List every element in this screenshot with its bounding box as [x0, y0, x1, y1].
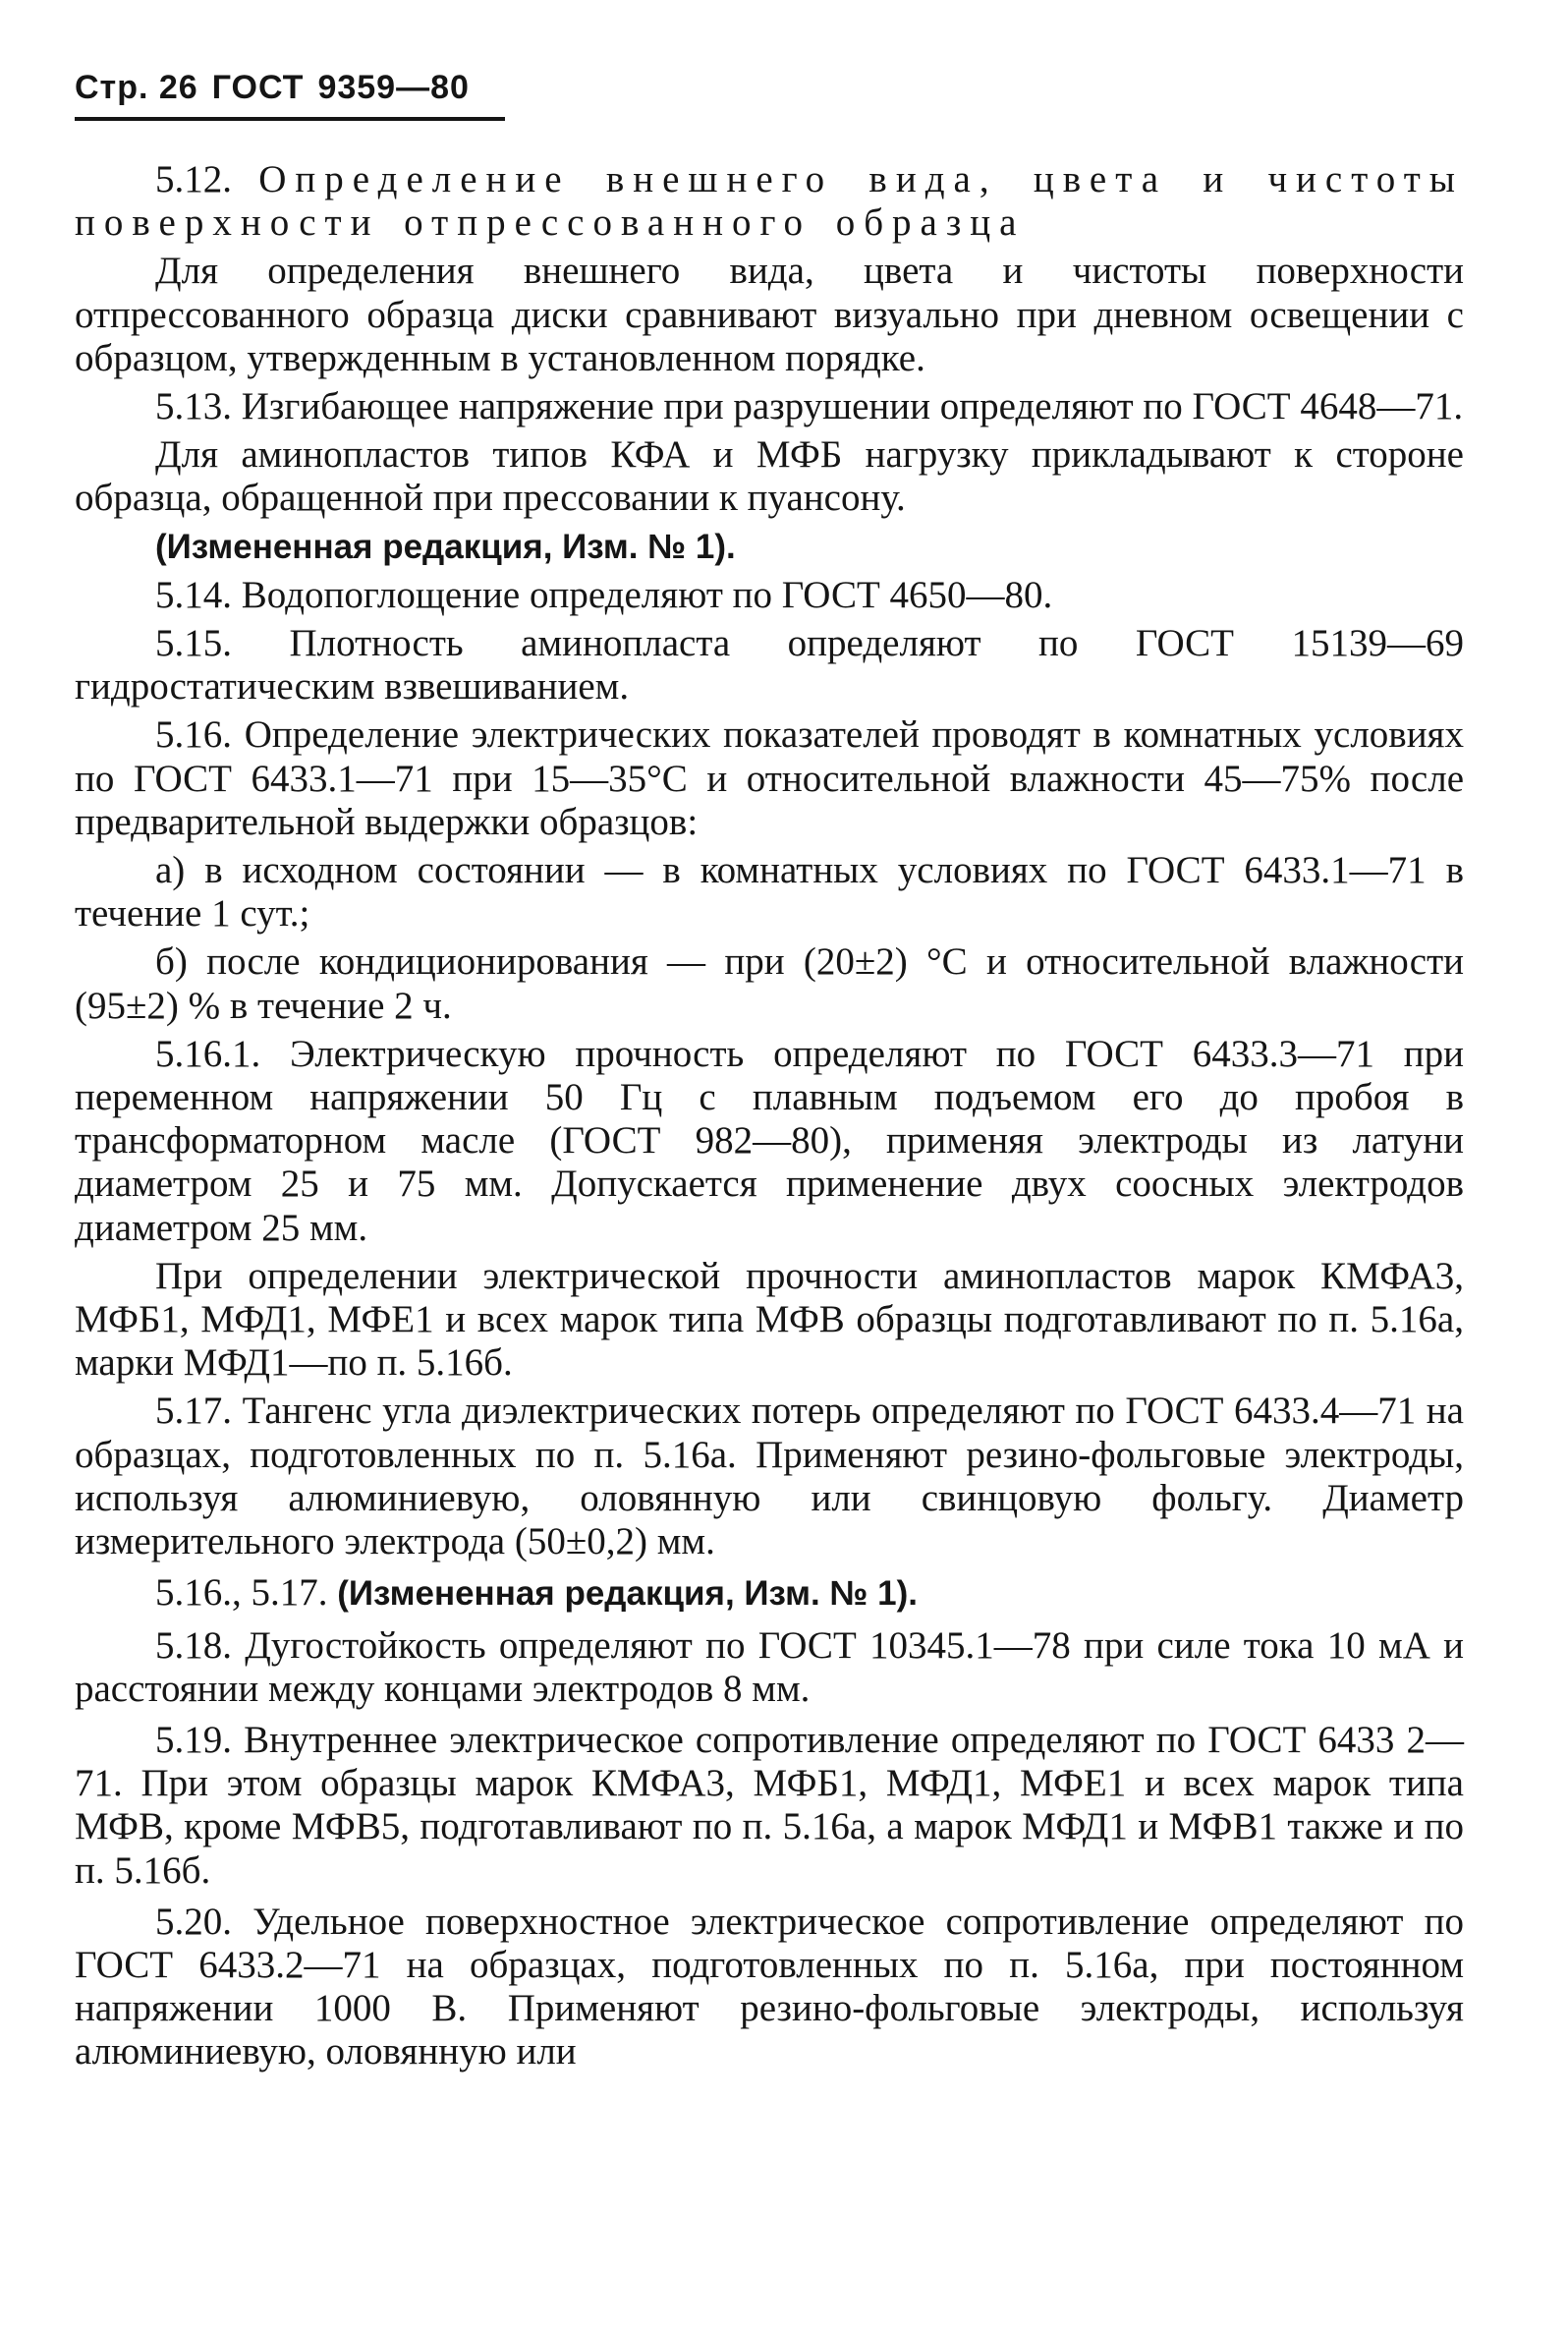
paragraph-5-19: 5.19. Внутреннее электрическое сопротивление определяют по ГОСТ 6433 2—71. При этом образцы марок КМФА3, МФБ1, МФД1, МФЕ1 и всех марок типа МФВ, кроме МФВ5, подготавливают по п. 5.16а, а марок МФД1 и МФВ1 также и по п. 5.16б. — [75, 1718, 1464, 1892]
paragraph-5-20: 5.20. Удельное поверхностное электрическое сопротивление определяют по ГОСТ 6433.2—71 на образцах, подготовленных по п. 5.16а, при постоянном напряжении 1000 В. Применяют резино-фольговые электроды, используя алюминиевую, оловянную или — [75, 1900, 1464, 2073]
list-item-b: б) после кондиционирования — при (20±2) °С и относительной влажности (95±2) % в течение 2 ч. — [75, 940, 1464, 1027]
paragraph-5-14: 5.14. Водопоглощение определяют по ГОСТ 4650—80. — [155, 573, 1053, 616]
section-5-12-title — [75, 158, 1464, 245]
amendment-note-5-16-5-17 — [75, 1571, 1464, 1616]
document-page — [75, 69, 1464, 2079]
paragraph-5-18: 5.18. Дугостойкость определяют по ГОСТ 10345.1—78 при силе тока 10 мА и расстоянии между концами электродов 8 мм. — [75, 1623, 1464, 1710]
paragraph-5-13-load: Для аминопластов типов КФА и МФБ нагрузку прикладывают к стороне образца, обращенной при прессовании к пуансону. — [75, 433, 1464, 520]
amendment-label: (Измененная редакция, Изм. № 1). — [337, 1574, 918, 1614]
amendment-ref: 5.16., 5.17. — [155, 1571, 328, 1615]
standard-number: 9359—80 — [317, 69, 470, 106]
paragraph-5-12: Для определения внешнего вида, цвета и чистоты поверхности отпрессованного образца диски сравнивают визуально при дневном освещении с образцом, утвержденным в установленном порядке. — [75, 250, 1464, 379]
paragraph-5-17: 5.17. Тангенс угла диэлектрических потерь определяют по ГОСТ 6433.4—71 на образцах, подготовленных по п. 5.16а. Применяют резино-фольговые электроды, используя алюминиевую, оловянную или свинцовую фольгу. Диаметр измерительного электрода (50±0,2) мм. — [75, 1390, 1464, 1563]
page-number: Стр. 26 — [75, 69, 198, 106]
page-header — [75, 69, 505, 121]
section-heading: Определение внешнего вида, цвета и чистоты поверхности отпрессованного образца — [75, 158, 1464, 245]
section-number: 5.12. — [155, 158, 232, 200]
list-item-a: а) в исходном состоянии — в комнатных условиях по ГОСТ 6433.1—71 в течение 1 сут.; — [75, 849, 1464, 936]
amendment-note-5-13: (Измененная редакция, Изм. № 1). — [155, 527, 736, 566]
paragraph-5-15: 5.15. Плотность аминопласта определяют по ГОСТ 15139—69 гидростатическим взвешиванием. — [75, 622, 1464, 709]
paragraph-5-16-1-samples: При определении электрической прочности аминопластов марок КМФА3, МФБ1, МФД1, МФЕ1 и всех марок типа МФВ образцы подготавливают по п. 5.16а, марки МФД1—по п. 5.16б. — [75, 1254, 1464, 1385]
document-body — [75, 158, 1464, 2074]
paragraph-5-16-1: 5.16.1. Электрическую прочность определяют по ГОСТ 6433.3—71 при переменном напряжении 50 Гц с плавным подъемом его до пробоя в трансформаторном масле (ГОСТ 982—80), применяя электроды из латуни диаметром 25 и 75 мм. Допускается применение двух соосных электродов диаметром 25 мм. — [75, 1032, 1464, 1249]
paragraph-5-13: 5.13. Изгибающее напряжение при разрушении определяют по ГОСТ 4648—71. — [155, 385, 1464, 428]
paragraph-5-16: 5.16. Определение электрических показателей проводят в комнатных условиях по ГОСТ 6433.1—71 при 15—35°С и относительной влажности 45—75% после предварительной выдержки образцов: — [75, 713, 1464, 843]
standard-label: ГОСТ — [211, 69, 305, 106]
